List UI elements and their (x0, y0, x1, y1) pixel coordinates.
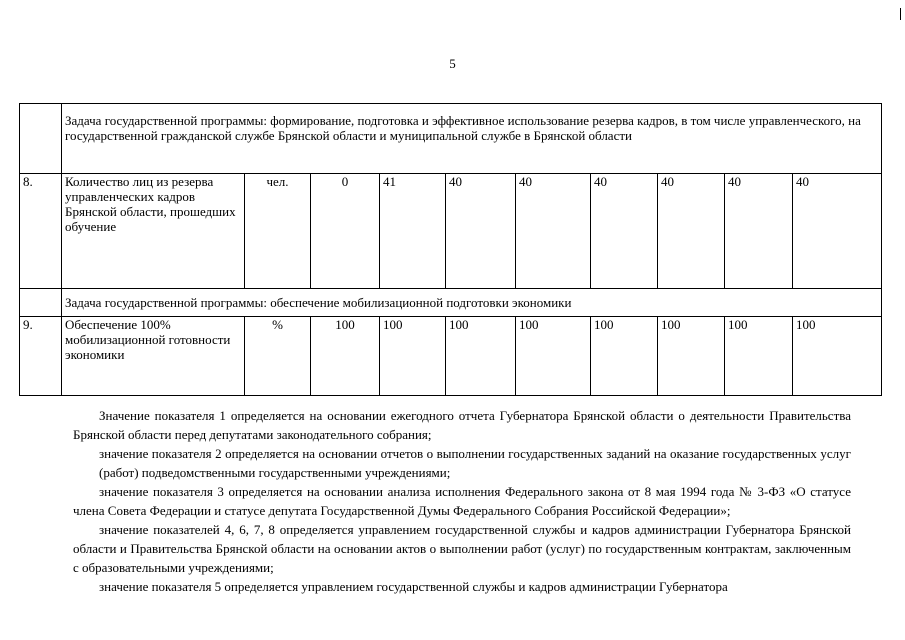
value-cell: 100 (380, 317, 446, 396)
value-cell: 100 (311, 317, 380, 396)
note-paragraph: значение показателей 4, 6, 7, 8 определяется управлением государственной службы и кадров администрации Губернатора Брянской области и Правительства Брянской области на основании актов о выполнении работ (услуг) по государственным контрактам, заключенным с образовательными учреждениями; (73, 522, 851, 575)
row-number: 9. (20, 317, 62, 396)
value-cell: 100 (516, 317, 591, 396)
page-number: 5 (449, 56, 456, 71)
row-number: 8. (20, 174, 62, 289)
page-edge-mark (900, 8, 901, 20)
indicator-name: Количество лиц из резерва управленческих кадров Брянской области, прошедших обучение (62, 174, 245, 289)
note-paragraph: значение показателя 3 определяется на основании анализа исполнения Федерального закона от 8 мая 1994 года № 3-ФЗ «О статусе члена Совета Федерации и статусе депутата Государственной Думы Федерального Собрания Российской Федерации»; (73, 484, 851, 518)
value-cell: 40 (516, 174, 591, 289)
unit-cell: % (245, 317, 311, 396)
note-paragraph: значение показателя 2 определяется на основании отчетов о выполнении государственных заданий на оказание государственных услуг (работ) подведомственными государственными учреждениями; (99, 446, 851, 480)
value-cell: 40 (446, 174, 516, 289)
value-cell: 100 (725, 317, 793, 396)
value-cell: 100 (446, 317, 516, 396)
table-row-8 (20, 174, 882, 289)
note-paragraph: Значение показателя 1 определяется на основании ежегодного отчета Губернатора Брянской области о деятельности Правительства Брянской области перед депутатами законодательного собрания; (73, 408, 851, 442)
value-cell: 40 (591, 174, 658, 289)
table-row-task-2 (20, 289, 882, 317)
value-cell: 100 (793, 317, 882, 396)
indicator-name: Обеспечение 100% мобилизационной готовности экономики (62, 317, 245, 396)
value-cell: 0 (311, 174, 380, 289)
unit-cell: чел. (245, 174, 311, 289)
value-cell: 100 (658, 317, 725, 396)
table-cell-empty (20, 289, 62, 317)
table-cell-empty (20, 104, 62, 174)
task-description-1: Задача государственной программы: формирование, подготовка и эффективное использование резерва кадров, в том числе управленческого, на государственной гражданской службе Брянской области и муниципальной службе в Брянской области (62, 104, 882, 174)
value-cell: 40 (658, 174, 725, 289)
table-row-task-1 (20, 104, 882, 174)
indicators-table (19, 103, 882, 396)
task-description-2: Задача государственной программы: обеспечение мобилизационной подготовки экономики (62, 289, 882, 317)
notes-section (73, 406, 851, 596)
table-row-9 (20, 317, 882, 396)
value-cell: 100 (591, 317, 658, 396)
note-paragraph: значение показателя 5 определяется управлением государственной службы и кадров администрации Губернатора (99, 579, 728, 594)
value-cell: 41 (380, 174, 446, 289)
value-cell: 40 (725, 174, 793, 289)
value-cell: 40 (793, 174, 882, 289)
